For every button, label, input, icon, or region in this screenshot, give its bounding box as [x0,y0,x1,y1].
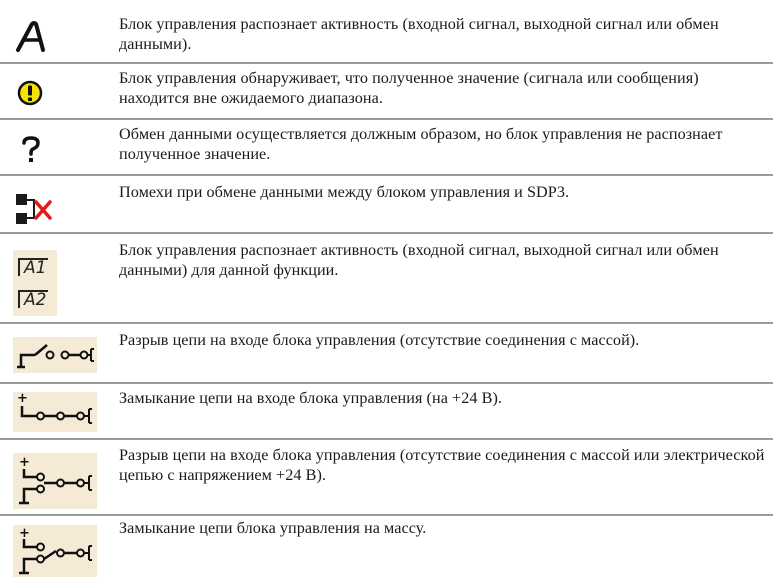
plus-sign: + [17,391,28,406]
legend-row-4 [0,176,773,232]
legend-row-9 [0,516,773,578]
communication-error-icon [14,192,54,231]
legend-row-5 [0,234,773,322]
plus-sign: + [19,455,30,470]
legend-row-8 [0,440,773,514]
legend-row-1 [0,0,773,62]
short-to-plus-icon [13,392,97,432]
legend-text: Разрыв цепи на входе блока управления (отсутствие соединения с массой). [119,331,640,349]
legend-text: Разрыв цепи на входе блока управления (отсутствие соединения с массой или электрической цепью с напряжением +24 В). [119,446,765,484]
letter-a-icon [15,20,49,57]
question-mark-icon [20,135,42,170]
plus-sign: + [19,526,30,541]
function-label-a2 [17,288,51,310]
legend-text: Блок управления распознает активность (входной сигнал, выходной сигнал или обмен данными). [119,15,719,53]
open-circuit-ground-icon [13,337,97,373]
legend-text: Блок управления обнаруживает, что полученное значение (сигнала или сообщения) находится вне ожидаемого диапазона. [119,69,699,107]
legend-text: Замыкание цепи на входе блока управления (на +24 В). [119,389,502,407]
legend-text: Замыкание цепи блока управления на массу. [119,519,427,537]
legend-row-2 [0,64,773,118]
function-label-text: A1 [24,258,47,278]
warning-exclamation-icon [17,80,43,111]
function-label-a1 [17,256,51,278]
legend-row-7 [0,384,773,438]
legend-row-3 [0,120,773,174]
legend-text: Обмен данными осуществляется должным образом, но блок управления не распознает полученное значение. [119,125,723,163]
function-label-text: A2 [24,290,47,310]
legend-text: Блок управления распознает активность (входной сигнал, выходной сигнал или обмен данными) для данной функции. [119,241,719,279]
legend-row-6 [0,324,773,382]
legend-text: Помехи при обмене данными между блоком управления и SDP3. [119,183,570,201]
short-to-ground-icon [13,525,97,577]
open-circuit-ground-or-plus-icon [13,453,97,509]
